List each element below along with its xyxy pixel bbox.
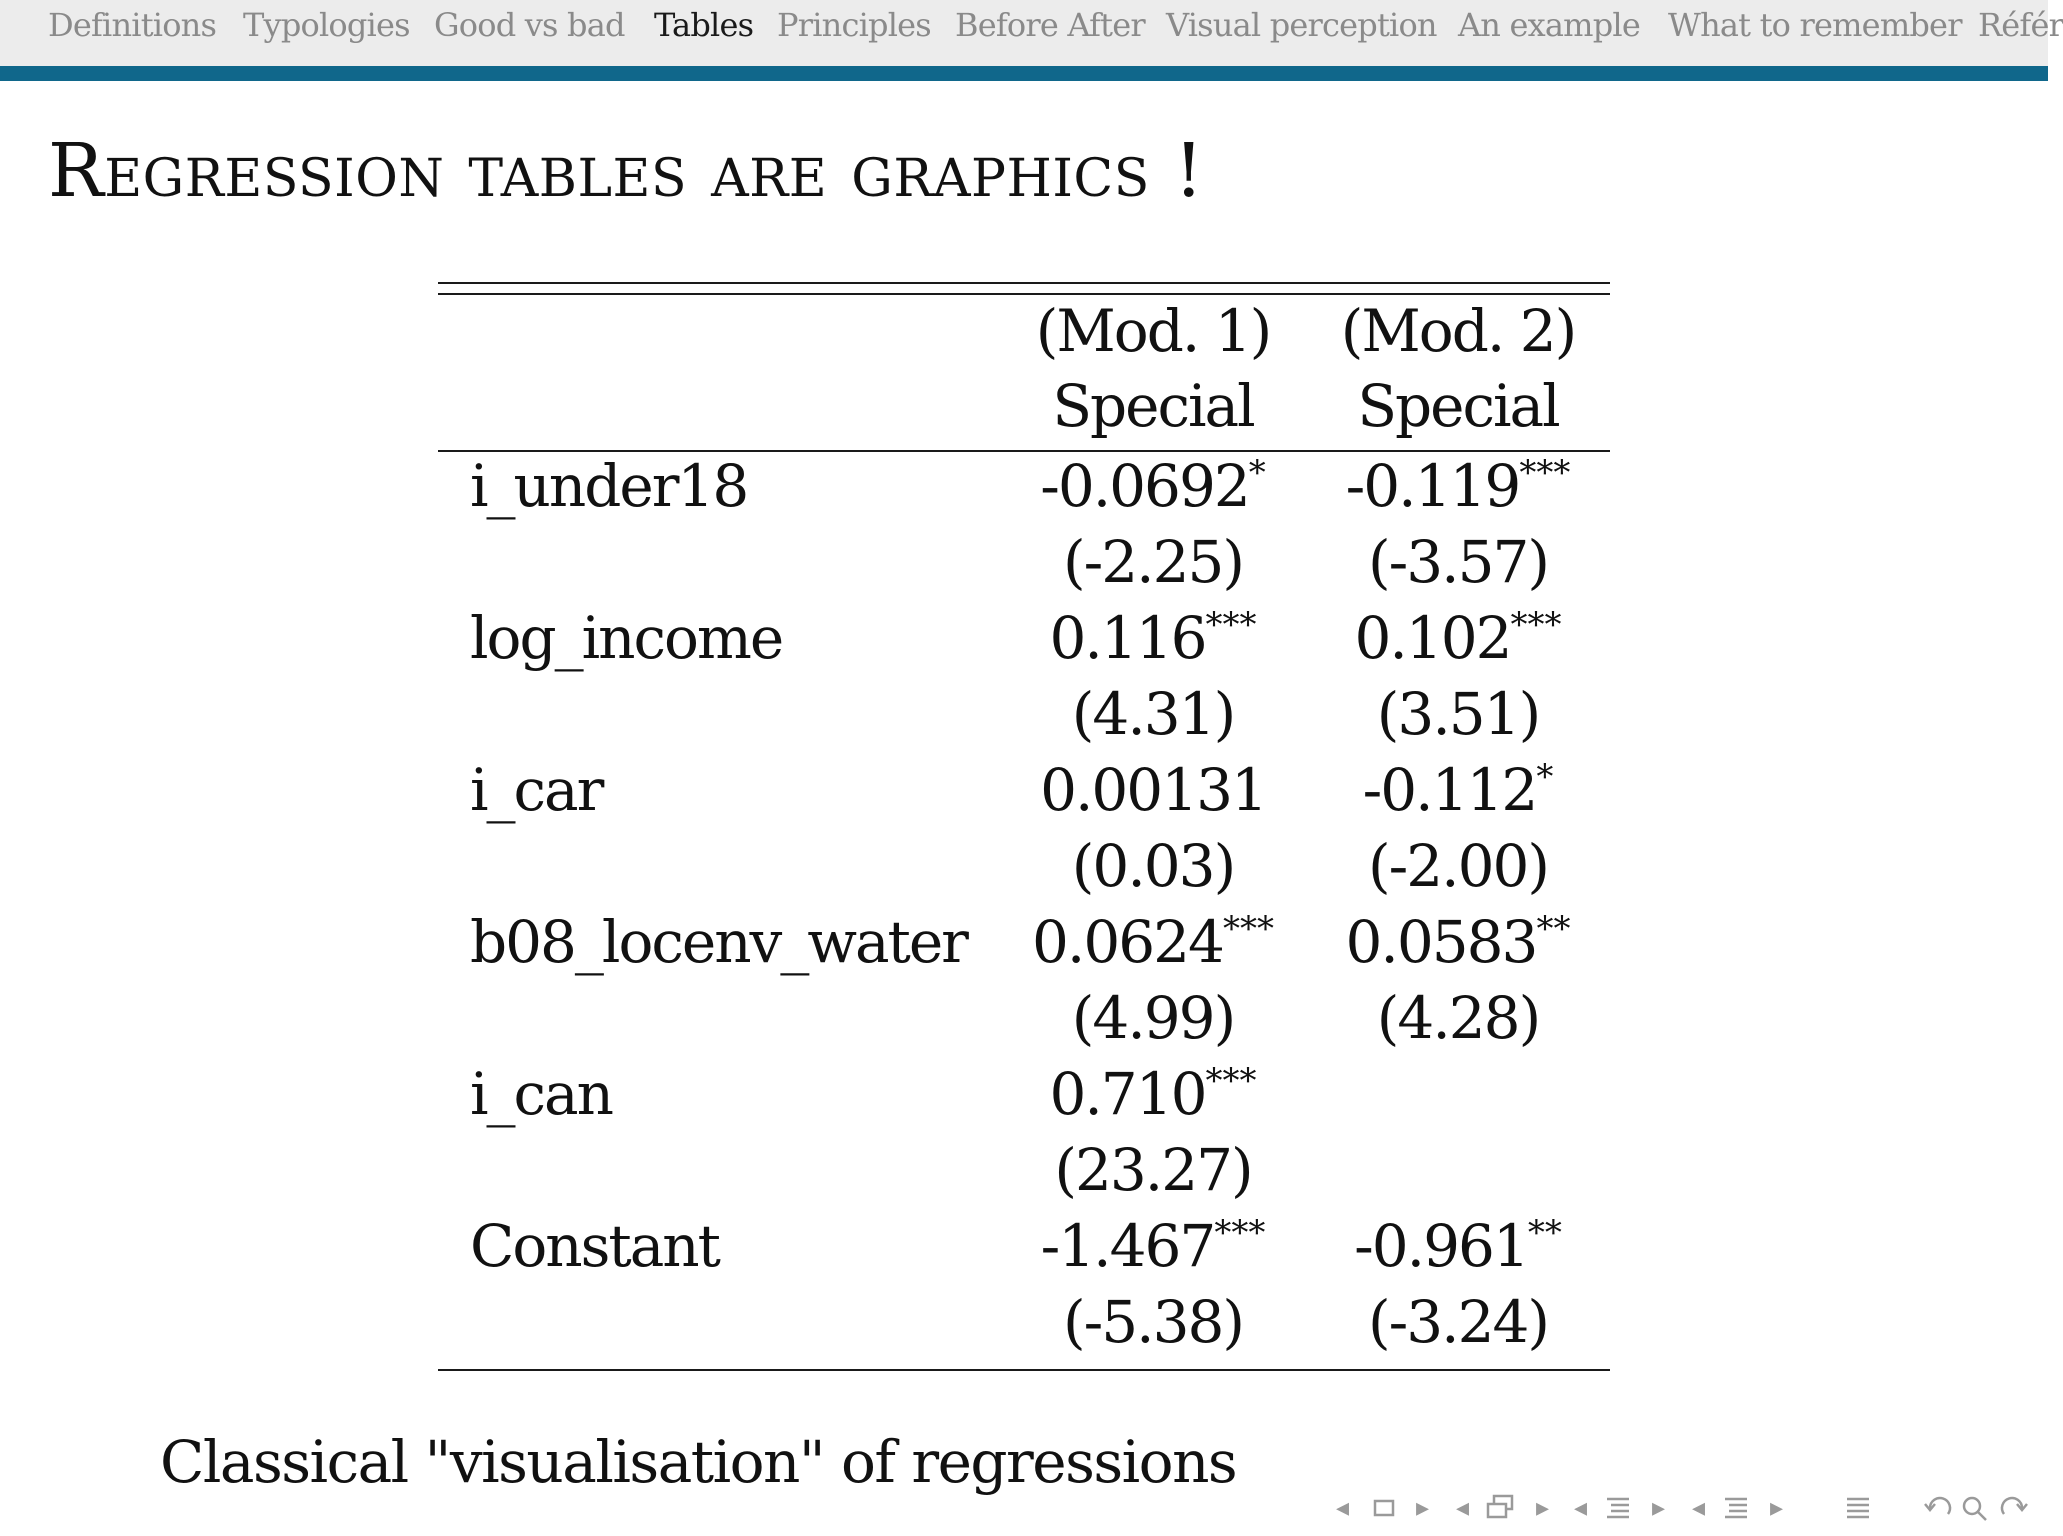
nav-item-principles[interactable]: Principles (777, 6, 931, 44)
significance-stars: *** (1519, 453, 1571, 493)
coef-cell: -0.119*** (1345, 452, 1571, 520)
toc-icon[interactable] (1722, 1490, 1750, 1526)
coef-cell: -0.0692* (1040, 452, 1266, 520)
row-label-constant: Constant (470, 1212, 719, 1280)
header-model-1-sub: Special (1052, 372, 1254, 440)
nav-item-references[interactable]: Référ (1978, 6, 2063, 44)
coef-cell: 0.0583** (1345, 908, 1571, 976)
significance-stars: ** (1536, 909, 1571, 949)
nav-item-good-vs-bad[interactable]: Good vs bad (434, 6, 625, 44)
row-label-b08-locenv-water: b08_locenv_water (470, 908, 967, 976)
tstat-cell: (-2.00) (1368, 832, 1548, 900)
significance-stars: * (1536, 757, 1554, 797)
tstat-cell (1306, 1132, 1610, 1208)
subsection-icon[interactable] (1484, 1490, 1518, 1526)
nav-item-typologies[interactable]: Typologies (243, 6, 410, 44)
next-arrow-icon[interactable]: ▸ (1652, 1493, 1666, 1523)
coef-cell: 0.710*** (1049, 1060, 1257, 1128)
header-model-2: (Mod. 2) (1340, 297, 1576, 365)
tstat-cell: (23.27) (1054, 1136, 1252, 1204)
section-icon[interactable] (1604, 1490, 1632, 1526)
coef-cell: -0.961** (1354, 1212, 1562, 1280)
tstat-cell: (0.03) (1071, 832, 1235, 900)
prev-arrow-icon[interactable]: ◂ (1574, 1493, 1588, 1523)
table-bottom-rule (438, 1369, 1610, 1371)
prev-arrow-icon[interactable]: ◂ (1456, 1493, 1470, 1523)
tstat-cell: (-3.57) (1368, 528, 1548, 596)
significance-stars: * (1248, 453, 1266, 493)
nav-item-before-after[interactable]: Before After (955, 6, 1145, 44)
coef-cell: -0.112* (1362, 756, 1554, 824)
next-arrow-icon[interactable]: ▸ (1536, 1493, 1550, 1523)
row-label-i-car: i_car (470, 756, 603, 824)
search-icon[interactable] (1960, 1490, 1990, 1526)
significance-stars: *** (1222, 909, 1274, 949)
slide-title: Regression tables are graphics ! (48, 128, 1205, 214)
coef-cell: 0.102*** (1354, 604, 1562, 672)
nav-item-what-to-remember[interactable]: What to remember (1668, 6, 1962, 44)
significance-stars: *** (1205, 605, 1257, 645)
tstat-cell: (-3.24) (1368, 1288, 1548, 1356)
next-arrow-icon[interactable]: ▸ (1770, 1493, 1784, 1523)
prev-arrow-icon[interactable]: ◂ (1692, 1493, 1706, 1523)
significance-stars: *** (1205, 1061, 1257, 1101)
row-label-log-income: log_income (470, 604, 783, 672)
tstat-cell: (4.31) (1071, 680, 1235, 748)
header-model-2-sub: Special (1357, 372, 1559, 440)
nav-item-visual-perception[interactable]: Visual perception (1166, 6, 1437, 44)
significance-stars: *** (1510, 605, 1562, 645)
tstat-cell: (3.51) (1376, 680, 1540, 748)
significance-stars: *** (1214, 1213, 1266, 1253)
nav-item-tables[interactable]: Tables (654, 6, 754, 44)
toc-icon[interactable] (1844, 1490, 1872, 1526)
nav-accent-bar (0, 66, 2048, 81)
slide-caption: Classical "visualisation" of regressions (160, 1428, 1237, 1496)
section-navigation (0, 0, 2063, 66)
coef-cell: 0.116*** (1049, 604, 1257, 672)
prev-arrow-icon[interactable]: ◂ (1336, 1493, 1350, 1523)
nav-item-an-example[interactable]: An example (1458, 6, 1640, 44)
frame-icon[interactable] (1372, 1490, 1396, 1526)
table-top-rule-1 (438, 282, 1610, 284)
tstat-cell: (-5.38) (1063, 1288, 1243, 1356)
next-arrow-icon[interactable]: ▸ (1416, 1493, 1430, 1523)
nav-item-definitions[interactable]: Definitions (48, 6, 217, 44)
header-model-1: (Mod. 1) (1035, 297, 1271, 365)
tstat-cell: (-2.25) (1063, 528, 1243, 596)
coef-cell: -1.467*** (1040, 1212, 1266, 1280)
row-label-i-under18: i_under18 (470, 452, 748, 520)
back-icon[interactable] (1922, 1490, 1954, 1526)
coef-cell: 0.0624*** (1032, 908, 1274, 976)
tstat-cell: (4.28) (1376, 984, 1540, 1052)
coef-cell: 0.00131 (1040, 756, 1266, 824)
forward-icon[interactable] (1998, 1490, 2030, 1526)
tstat-cell: (4.99) (1071, 984, 1235, 1052)
significance-stars: ** (1527, 1213, 1562, 1253)
row-label-i-can: i_can (470, 1060, 612, 1128)
coef-cell (1306, 1056, 1610, 1132)
